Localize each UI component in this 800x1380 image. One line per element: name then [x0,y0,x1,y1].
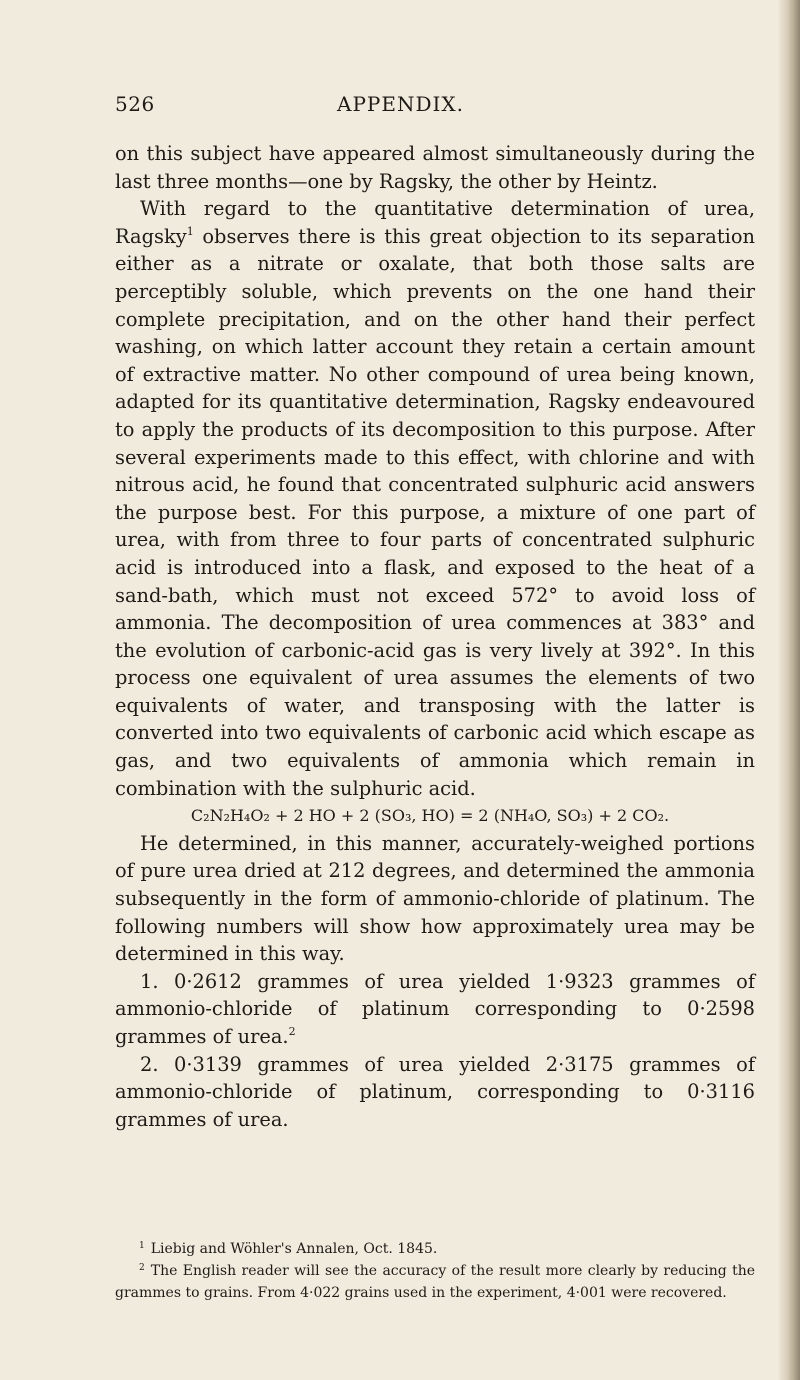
footnote-text: Liebig and Wöhler's Annalen, Oct. 1845. [150,1241,438,1257]
page-number: 526 [115,92,155,116]
body-text [115,140,755,1133]
footnotes [115,1238,755,1304]
result-item: 2. 0·3139 grammes of urea yielded 2·3175 grammes of ammonio-chloride of platinum, corresponding to 0·3116 grammes of urea. [115,1052,755,1131]
page-header [115,92,730,122]
footnote-ref: 1 [186,224,194,238]
paragraph-text: observes there is this great objection to its separation either as a nitrate or oxalate, that both those salts are perceptibly soluble, which prevents on the one hand their complete precipitation, and on the other hand their perfect washing, on which latter account they retain a certain amount of extractive matter. No other compound of urea being known, adapted for its quantitative determination, Ragsky endeavoured to apply the products of its decomposition to this purpose. After several experiments made to this effect, with chlorine and with nitrous acid, he found that concentrated sulphuric acid answers the purpose best. For this purpose, a mixture of one part of urea, with from three to four parts of concentrated sulphuric acid is introduced into a flask, and exposed to the heat of a sand-bath, which must not exceed 572° to avoid loss of ammonia. The decomposition of urea commences at 383° and the evolution of carbonic-acid gas is very lively at 392°. In this process one equivalent of urea assumes the elements of two equivalents of water, and transposing with the latter is converted into two equivalents of carbonic acid which escape as gas, and two equivalents of ammonia which remain in combination with the sulphuric acid. [115,224,755,800]
paragraph-text: 1. 0·2612 grammes of urea yielded 1·9323 grammes of ammonio-chloride of platinum corresponding to 0·2598 grammes of urea. [115,969,755,1048]
running-head: APPENDIX. [337,92,464,116]
footnote-mark: 2 [139,1263,145,1273]
page-edge-shadow [778,0,800,1380]
paragraph-text: With regard to the quantitative determination of urea, Ragsky [115,197,755,248]
footnote [115,1260,755,1304]
paragraph [115,195,755,802]
footnote [115,1238,755,1260]
result-item [115,968,755,1051]
paragraph: on this subject have appeared almost simultaneously during the last three months—one by Ragsky, the other by Heintz. [115,142,755,193]
footnote-ref: 2 [288,1025,296,1038]
footnote-text: The English reader will see the accuracy of the result more clearly by reducing the grammes to grains. From 4·022 grains used in the experiment, 4·001 were recovered. [115,1263,755,1301]
footnote-mark: 1 [139,1241,145,1251]
chemical-equation: C₂N₂H₄O₂ + 2 HO + 2 (SO₃, HO) = 2 (NH₄O, SO₃) + 2 CO₂. [190,806,670,826]
paragraph: He determined, in this manner, accurately-weighed portions of pure urea dried at 212 degrees, and determined the ammonia subsequently in the form of ammonio-chloride of platinum. The following numbers will show how approximately urea may be determined in this way. [115,831,755,966]
